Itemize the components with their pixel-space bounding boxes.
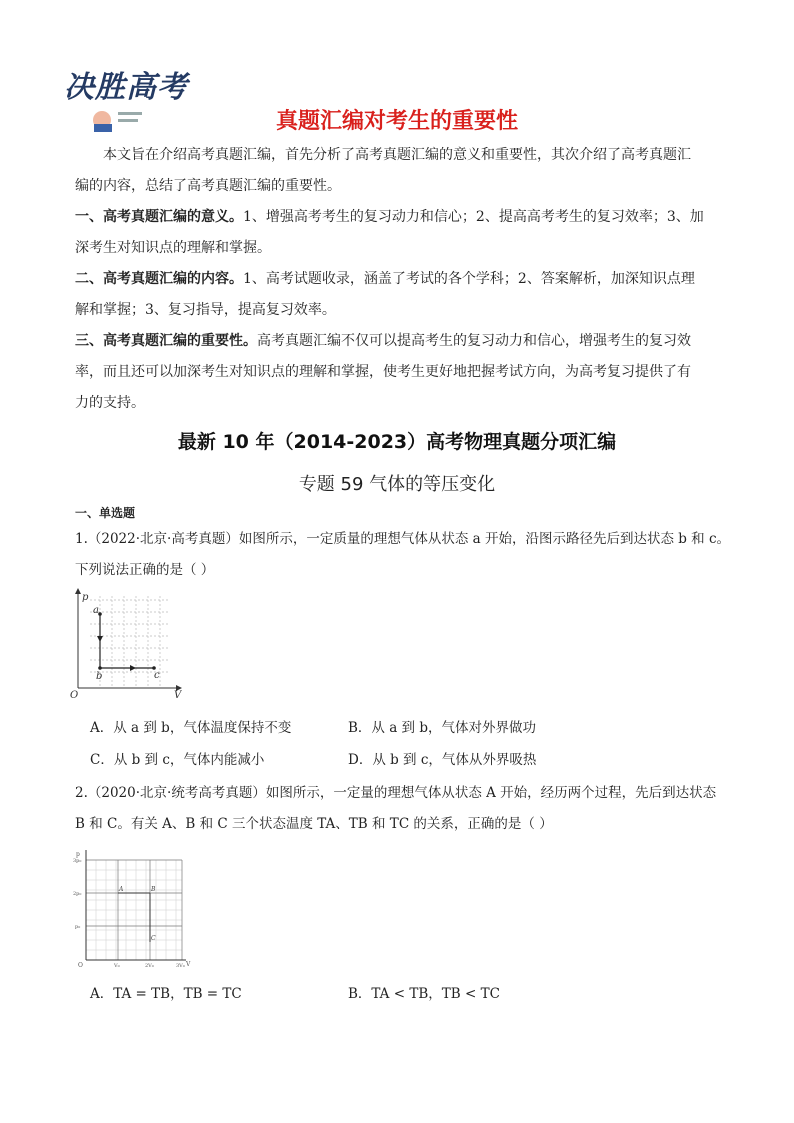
intro-line-2: 编的内容，总结了高考真题汇编的重要性。 <box>75 178 341 194</box>
q1-option-c[interactable]: C．从 b 到 c，气体内能减小 <box>90 752 265 768</box>
question-2 <box>75 778 735 840</box>
graph1-point-b: b <box>96 671 103 682</box>
question-2-graph <box>72 846 192 970</box>
section-2-heading: 二、高考真题汇编的内容。 <box>75 271 243 287</box>
graph2-point-a: A <box>119 886 124 893</box>
section-1-heading: 一、高考真题汇编的意义。 <box>75 209 243 225</box>
collection-title: 最新 10 年（2014-2023）高考物理真题分项汇编 <box>177 431 617 453</box>
question-1 <box>75 524 735 586</box>
q2-option-a[interactable]: A．TA = TB，TB = TC <box>90 986 242 1002</box>
graph2-origin-label: O <box>78 962 83 969</box>
graph2-point-b: B <box>151 886 156 893</box>
section-3-line-2: 率，而且还可以加深考生对知识点的理解和掌握，使考生更好地把握考试方向，为高考复习提供了有 <box>75 364 691 380</box>
question-2-line-1: 2.（2020·北京·统考高考真题）如图所示，一定量的理想气体从状态 A 开始，经历两个过程，先后到达状态 <box>75 785 717 801</box>
section-1-line-1: 1、增强高考考生的复习动力和信心；2、提高高考考生的复习效率；3、加 <box>243 209 704 225</box>
graph2-x-3v0: 3V₀ <box>176 963 185 969</box>
intro-paragraph <box>75 140 725 202</box>
graph1-point-c: c <box>154 670 160 681</box>
graph1-origin-label: O <box>70 690 79 700</box>
graph2-y-2p0: 2p₀ <box>73 891 82 897</box>
graph2-y-3p0: 3p₀ <box>73 858 82 864</box>
question-2-line-2: B 和 C。有关 A、B 和 C 三个状态温度 TA、TB 和 TC 的关系，正确的是（ ） <box>75 816 553 832</box>
q1-option-d[interactable]: D．从 b 到 c，气体从外界吸热 <box>348 752 537 768</box>
logo-text: 决胜高考 <box>64 70 188 105</box>
section-2 <box>75 264 725 326</box>
graph2-x-2v0: 2V₀ <box>145 963 154 969</box>
question-1-line-2: 下列说法正确的是（ ） <box>75 562 215 578</box>
graph1-point-a: a <box>93 605 99 616</box>
section-1-line-2: 深考生对知识点的理解和掌握。 <box>75 240 271 256</box>
topic-title: 专题 59 气体的等压变化 <box>298 474 496 495</box>
graph2-p-label: p <box>76 851 80 858</box>
graph1-p-label: p <box>82 592 89 603</box>
graph2-x-v0: V₀ <box>114 963 120 969</box>
section-label: 一、单选题 <box>75 506 136 520</box>
section-3 <box>75 326 725 419</box>
q1-option-a[interactable]: A．从 a 到 b，气体温度保持不变 <box>90 720 292 736</box>
q2-option-b[interactable]: B．TA < TB，TB < TC <box>348 986 500 1002</box>
section-2-line-2: 解和掌握；3、复习指导，提高复习效率。 <box>75 302 336 318</box>
section-2-line-1: 1、高考试题收录，涵盖了考试的各个学科；2、答案解析，加深知识点理 <box>243 271 695 287</box>
graph2-point-c: C <box>151 935 156 942</box>
q1-option-b[interactable]: B．从 a 到 b，气体对外界做功 <box>348 720 536 736</box>
question-1-line-1: 1.（2022·北京·高考真题）如图所示，一定质量的理想气体从状态 a 开始，沿图示路径先后到达状态 b 和 c。 <box>75 531 731 547</box>
graph2-v-label: V <box>186 961 191 968</box>
section-3-heading: 三、高考真题汇编的重要性。 <box>75 333 257 349</box>
section-3-line-1: 高考真题汇编不仅可以提高考生的复习动力和信心，增强考生的复习效 <box>257 333 691 349</box>
graph2-y-p0: p₀ <box>75 924 81 930</box>
section-3-line-3: 力的支持。 <box>75 395 145 411</box>
headline: 真题汇编对考生的重要性 <box>275 109 518 134</box>
intro-line-1: 本文旨在介绍高考真题汇编，首先分析了高考真题汇编的意义和重要性，其次介绍了高考真题汇 <box>103 147 691 163</box>
section-1 <box>75 202 725 264</box>
graph1-v-label: V <box>174 690 182 700</box>
question-1-graph <box>70 588 182 700</box>
